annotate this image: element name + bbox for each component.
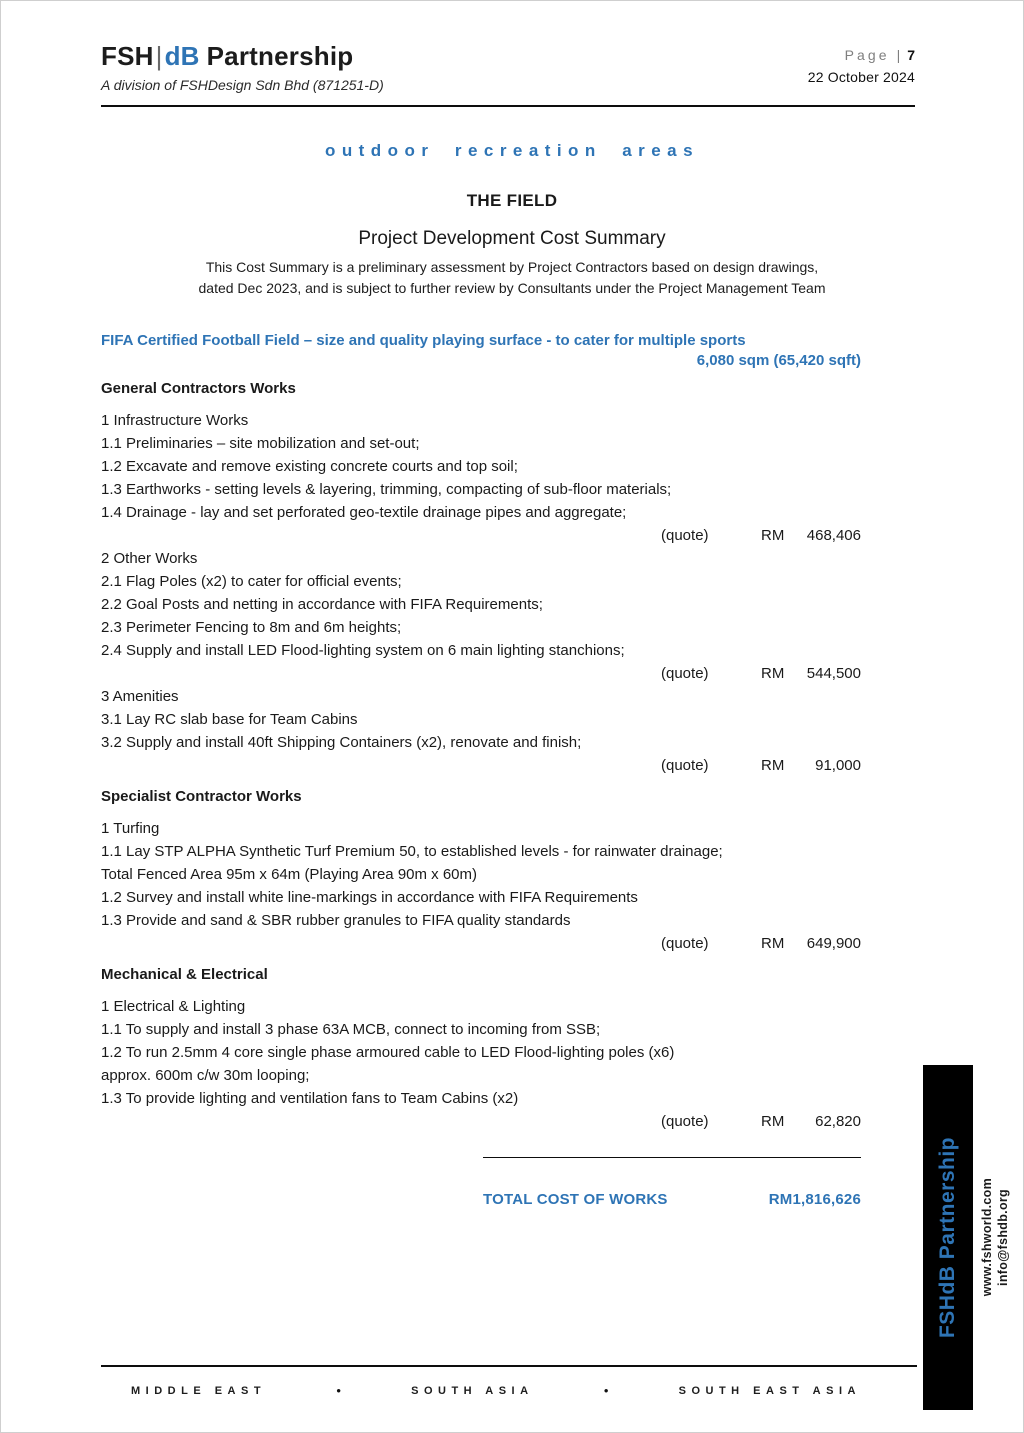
section-heading: Mechanical & Electrical (101, 966, 268, 983)
cost-line-item: 1 Electrical & Lighting (101, 998, 246, 1015)
total-label: TOTAL COST OF WORKS (483, 1191, 668, 1208)
cost-line-item: 1.3 Provide and sand & SBR rubber granules to FIFA quality standards (101, 912, 571, 929)
quote-currency: RM (761, 665, 785, 682)
cost-line-item: 3 Amenities (101, 688, 179, 705)
brand-subtitle: A division of FSHDesign Sdn Bhd (871251-D) (101, 77, 384, 93)
quote-amount: 468,406 (806, 527, 861, 544)
cost-line-item: 2.3 Perimeter Fencing to 8m and 6m heights; (101, 619, 402, 636)
quote-row (101, 932, 861, 955)
summary-note-line-1: This Cost Summary is a preliminary assessment by Project Contractors based on design drawings, (205, 259, 819, 275)
sidebar-website: www.fshworld.com (980, 1178, 994, 1297)
brand-logo (101, 41, 384, 72)
cost-line-item: 1.3 To provide lighting and ventilation fans to Team Cabins (x2) (101, 1090, 519, 1107)
cost-line-item: 1.1 Lay STP ALPHA Synthetic Turf Premium 50, to established levels - for rainwater drainage; (101, 843, 723, 860)
brand-db: dB (164, 41, 200, 71)
header-meta (808, 41, 915, 85)
page-number: 7 (907, 47, 915, 63)
cost-line-item: 1.2 Excavate and remove existing concrete courts and top soil; (101, 458, 518, 475)
page-title: THE FIELD (466, 191, 558, 210)
quote-currency: RM (761, 757, 785, 774)
quote-currency: RM (761, 1113, 785, 1130)
quote-label: (quote) (661, 665, 709, 682)
cost-line-item: 3.1 Lay RC slab base for Team Cabins (101, 711, 358, 728)
project-area: 6,080 sqm (65,420 sqft) (696, 352, 861, 369)
cost-line-item: 1 Infrastructure Works (101, 412, 249, 429)
quote-money (761, 932, 861, 955)
quote-label: (quote) (661, 935, 709, 952)
quote-currency: RM (761, 527, 785, 544)
footer-bullet-icon: • (603, 1383, 609, 1398)
document-subtitle: Project Development Cost Summary (358, 228, 666, 249)
section-label: outdoor recreation areas (324, 141, 700, 160)
cost-line-item: Total Fenced Area 95m x 64m (Playing Area 90m x 60m) (101, 866, 478, 883)
document-body (101, 332, 861, 1208)
footer-region-middle-east: MIDDLE EAST (131, 1384, 267, 1397)
footer-divider (101, 1365, 917, 1367)
cost-line-item: 2.1 Flag Poles (x2) to cater for official events; (101, 573, 402, 590)
header-divider (101, 105, 915, 107)
quote-row (101, 524, 861, 547)
brand-block (101, 41, 384, 93)
quote-amount: 649,900 (806, 935, 861, 952)
cost-line-item: 2.4 Supply and install LED Flood-lighting system on 6 main lighting stanchions; (101, 642, 625, 659)
sidebar-brand-text: FSHdB Partnership (936, 1136, 959, 1339)
quote-label: (quote) (661, 527, 709, 544)
project-heading: FIFA Certified Football Field – size and quality playing surface - to cater for multiple sports (101, 332, 746, 349)
cost-line-item: 1.2 To run 2.5mm 4 core single phase armoured cable to LED Flood-lighting poles (x6) (101, 1044, 675, 1061)
summary-note-line-2: dated Dec 2023, and is subject to further review by Consultants under the Project Management Team (198, 280, 826, 296)
quote-money (761, 1110, 861, 1133)
brand-partnership: Partnership (206, 41, 354, 71)
page-word: Page (844, 47, 890, 63)
footer-region-south-asia: SOUTH ASIA (411, 1384, 534, 1397)
quote-amount: 544,500 (806, 665, 861, 682)
quote-currency: RM (761, 935, 785, 952)
quote-row (101, 1110, 861, 1133)
summary-note (1, 257, 1023, 299)
quote-label: (quote) (661, 757, 709, 774)
quote-money (761, 524, 861, 547)
quote-amount: 91,000 (815, 757, 861, 774)
sections (101, 380, 861, 1133)
sidebar-contact (975, 1065, 1015, 1410)
footer-bullet-icon: • (336, 1383, 341, 1398)
quote-row (101, 662, 861, 685)
sidebar-brand-box (923, 1065, 973, 1410)
cost-line-item: 2 Other Works (101, 550, 198, 567)
quote-row (101, 754, 861, 777)
section-heading: General Contractors Works (101, 380, 296, 397)
cost-line-item: 1.4 Drainage - lay and set perforated geo-textile drainage pipes and aggregate; (101, 504, 627, 521)
quote-money (761, 662, 861, 685)
cost-line-item: 1.1 To supply and install 3 phase 63A MCB, connect to incoming from SSB; (101, 1021, 601, 1038)
footer-regions (131, 1383, 861, 1398)
section-heading: Specialist Contractor Works (101, 788, 302, 805)
cost-line-item: 2.2 Goal Posts and netting in accordance with FIFA Requirements; (101, 596, 543, 613)
cost-line-item: approx. 600m c/w 30m looping; (101, 1067, 310, 1084)
total-amount: RM1,816,626 (768, 1191, 861, 1208)
quote-label: (quote) (661, 1113, 709, 1130)
document-date: 22 October 2024 (807, 69, 915, 85)
brand-separator: | (155, 41, 163, 71)
brand-fsh: FSH (101, 41, 154, 71)
sidebar-email: info@fshdb.org (996, 1189, 1010, 1286)
cost-line-item: 3.2 Supply and install 40ft Shipping Containers (x2), renovate and finish; (101, 734, 582, 751)
total-row (101, 1191, 861, 1208)
cost-line-item: 1.3 Earthworks - setting levels & layering, trimming, compacting of sub-floor materials; (101, 481, 672, 498)
total-divider (483, 1157, 861, 1158)
quote-money (761, 754, 861, 777)
cost-line-item: 1.2 Survey and install white line-markings in accordance with FIFA Requirements (101, 889, 638, 906)
page-number-label (808, 47, 915, 63)
page-separator: | (896, 47, 901, 63)
quote-amount: 62,820 (815, 1113, 861, 1130)
footer-region-south-east-asia: SOUTH EAST ASIA (678, 1384, 861, 1397)
cost-line-item: 1 Turfing (101, 820, 160, 837)
document-header (1, 1, 1023, 93)
cost-line-item: 1.1 Preliminaries – site mobilization and set-out; (101, 435, 420, 452)
